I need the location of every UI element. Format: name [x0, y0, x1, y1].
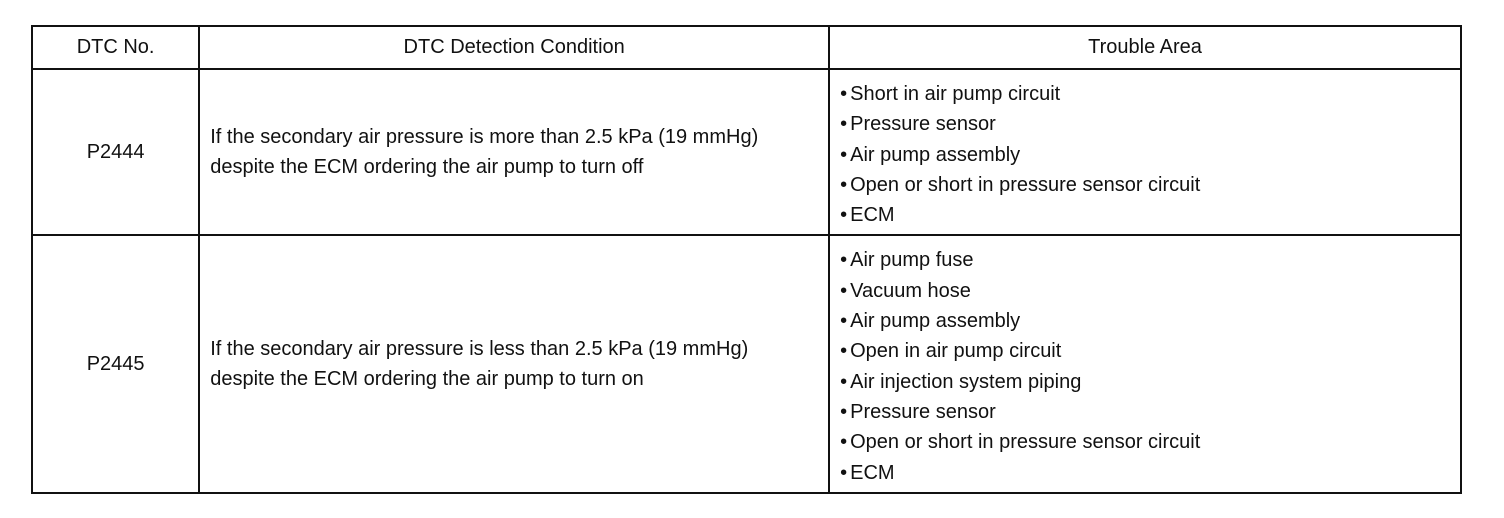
- bullet-icon: •: [840, 431, 848, 454]
- list-item: [840, 397, 1460, 427]
- condition-line: despite the ECM ordering the air pump to turn off: [210, 156, 644, 179]
- list-item: [840, 306, 1460, 336]
- table-row: [32, 235, 1461, 492]
- bullet-icon: •: [840, 204, 848, 227]
- bullet-icon: •: [840, 173, 848, 196]
- condition-line: despite the ECM ordering the air pump to turn on: [210, 368, 644, 391]
- bullet-icon: •: [840, 461, 848, 484]
- trouble-area: [829, 69, 1461, 235]
- dtc-number: P2444: [32, 69, 199, 235]
- header-dtc-no: DTC No.: [32, 26, 199, 69]
- list-item-label: Pressure sensor: [850, 113, 996, 136]
- list-item: [840, 170, 1460, 200]
- detection-condition: [199, 69, 829, 235]
- list-item: [840, 427, 1460, 457]
- bullet-icon: •: [840, 83, 848, 105]
- condition-line: If the secondary air pressure is less than 2.5 kPa (19 mmHg): [210, 338, 749, 361]
- list-item: [840, 458, 1460, 488]
- bullet-icon: •: [840, 113, 848, 136]
- list-item: [840, 245, 1460, 275]
- condition-line: If the secondary air pressure is more than 2.5 kPa (19 mmHg): [210, 126, 759, 149]
- table-row: [32, 69, 1461, 235]
- list-item-label: Vacuum hose: [850, 279, 971, 302]
- bullet-icon: •: [840, 310, 848, 333]
- dtc-number: P2445: [32, 235, 199, 492]
- list-item: [840, 109, 1460, 139]
- detection-condition: [199, 235, 829, 492]
- list-item: [840, 336, 1460, 366]
- bullet-icon: •: [840, 340, 848, 363]
- list-item-label: Pressure sensor: [850, 400, 996, 423]
- list-item-label: Open in air pump circuit: [850, 340, 1062, 363]
- bullet-icon: •: [840, 143, 848, 166]
- trouble-area: [829, 235, 1461, 492]
- header-trouble-area: Trouble Area: [829, 26, 1461, 69]
- list-item: [840, 140, 1460, 170]
- list-item-label: Open or short in pressure sensor circuit: [850, 431, 1201, 454]
- bullet-icon: •: [840, 370, 848, 393]
- table-header-row: [32, 26, 1461, 69]
- bullet-icon: •: [840, 400, 848, 423]
- list-item-label: ECM: [850, 461, 895, 484]
- list-item-label: Air pump assembly: [850, 310, 1021, 333]
- list-item-label: ECM: [850, 204, 895, 227]
- trouble-area-list: [840, 245, 1460, 487]
- list-item: [840, 276, 1460, 306]
- list-item: [840, 367, 1460, 397]
- list-item-label: Air injection system piping: [850, 370, 1082, 393]
- list-item-label: Short in air pump circuit: [850, 83, 1061, 105]
- list-item-label: Air pump fuse: [850, 249, 974, 272]
- list-item: [840, 200, 1460, 230]
- list-item-label: Open or short in pressure sensor circuit: [850, 173, 1201, 196]
- bullet-icon: •: [840, 249, 848, 272]
- trouble-area-list: [840, 79, 1460, 230]
- header-detection-condition: DTC Detection Condition: [199, 26, 829, 69]
- list-item: [840, 79, 1460, 109]
- list-item-label: Air pump assembly: [850, 143, 1021, 166]
- bullet-icon: •: [840, 279, 848, 302]
- dtc-table: [31, 25, 1462, 494]
